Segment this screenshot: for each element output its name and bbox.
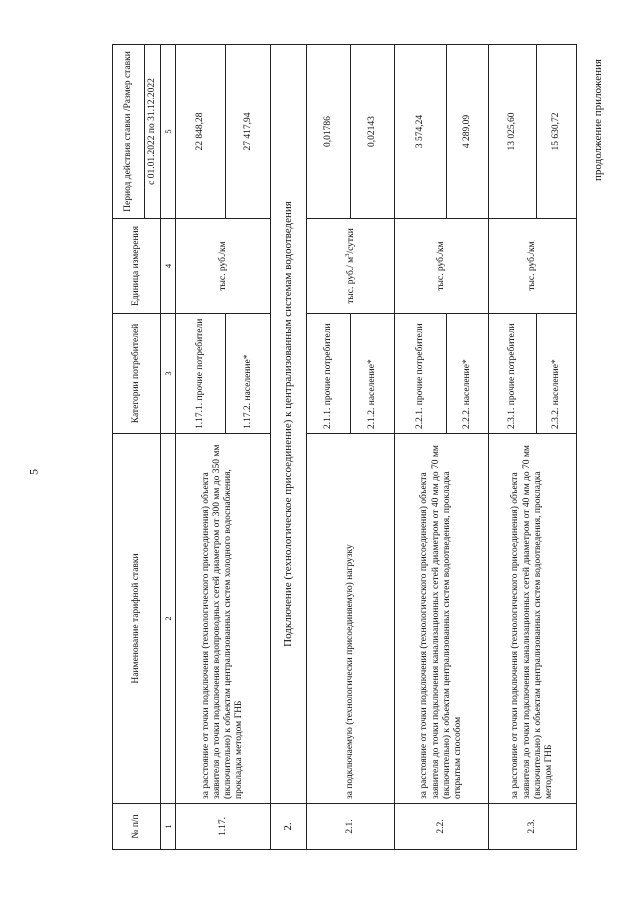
column-number-1: 1: [161, 804, 176, 850]
row-name: за расстояние от точки подключения (технологического присоединения) объекта заявителя до точки подключения водопроводных сетей диаметром от 300 мм до 350 мм (включительно) к объектам централизованных систем холодного водоснабжения, прокладка методом ГНБ: [176, 434, 271, 804]
section-number: 2.: [271, 804, 307, 850]
row-category: 1.17.2. население*: [226, 314, 271, 434]
row-value: 13 025,60: [489, 45, 537, 219]
header-period: Период действия ставки /Размер ставки: [113, 45, 145, 219]
header-unit: Единица измерения: [113, 219, 161, 314]
header-name: Наименование тарифной ставки: [113, 434, 161, 804]
column-number-3: 3: [161, 314, 176, 434]
unit-superscript: 3: [344, 253, 352, 257]
row-number: 2.2.: [395, 804, 489, 850]
row-value: 4 289,09: [447, 45, 489, 219]
row-unit: тыс. руб./км: [395, 219, 489, 314]
rotated-table-container: [112, 45, 562, 850]
page-number: 5: [26, 469, 41, 475]
row-number: 2.3.: [489, 804, 577, 850]
row-category: 2.2.2. население*: [447, 314, 489, 434]
unit-text: тыс. руб./ м: [346, 256, 357, 304]
row-category: 2.1.1. прочие потребители: [307, 314, 351, 434]
row-unit: тыс. руб./км: [489, 219, 577, 314]
header-period-dates: с 01.01.2022 по 31.12.2022: [145, 45, 161, 219]
row-category: 2.3.2. население*: [537, 314, 577, 434]
row-value: 0,01786: [307, 45, 351, 219]
row-number: 1.17.: [176, 804, 271, 850]
tariff-table: [112, 44, 577, 850]
column-number-2: 2: [161, 434, 176, 804]
header-category: Категории потребителей: [113, 314, 161, 434]
row-category: 2.1.2. население*: [351, 314, 395, 434]
row-name: за расстояние от точки подключения (технологического присоединения) объекта заявителя до точки подключения канализационных сетей диаметром от 40 мм до 70 мм (включительно) к объектам централизованных систем водоотведения, прокладка открытым способом: [395, 434, 489, 804]
row-value: 15 630,72: [537, 45, 577, 219]
row-name: за подключаемую (технологически присоединяемую) нагрузку: [307, 434, 395, 804]
row-value: 27 417,94: [226, 45, 271, 219]
row-name: за расстояние от точки подключения (технологического присоединения) объекта заявителя до точки подключения канализационных сетей диаметром от 40 мм до 70 мм (включительно) к объектам централизованных систем водоотведения, прокладка методом ГНБ: [489, 434, 577, 804]
row-category: 2.2.1. прочие потребители: [395, 314, 447, 434]
row-category: 1.17.1. прочие потребители: [176, 314, 226, 434]
row-value: 22 848,28: [176, 45, 226, 219]
unit-text-suffix: /сутки: [346, 228, 357, 254]
column-number-5: 5: [161, 45, 176, 219]
row-unit: тыс. руб./км: [176, 219, 271, 314]
row-unit: [307, 219, 395, 314]
continuation-label: продолжение приложения: [592, 59, 604, 181]
row-category: 2.3.1. прочие потребители: [489, 314, 537, 434]
row-value: 0,02143: [351, 45, 395, 219]
row-number: 2.1.: [307, 804, 395, 850]
header-number: № п/п: [113, 804, 161, 850]
row-value: 3 574,24: [395, 45, 447, 219]
column-number-4: 4: [161, 219, 176, 314]
section-title: Подключение (технологическое присоединение) к централизованным системам водоотведения: [271, 45, 307, 804]
